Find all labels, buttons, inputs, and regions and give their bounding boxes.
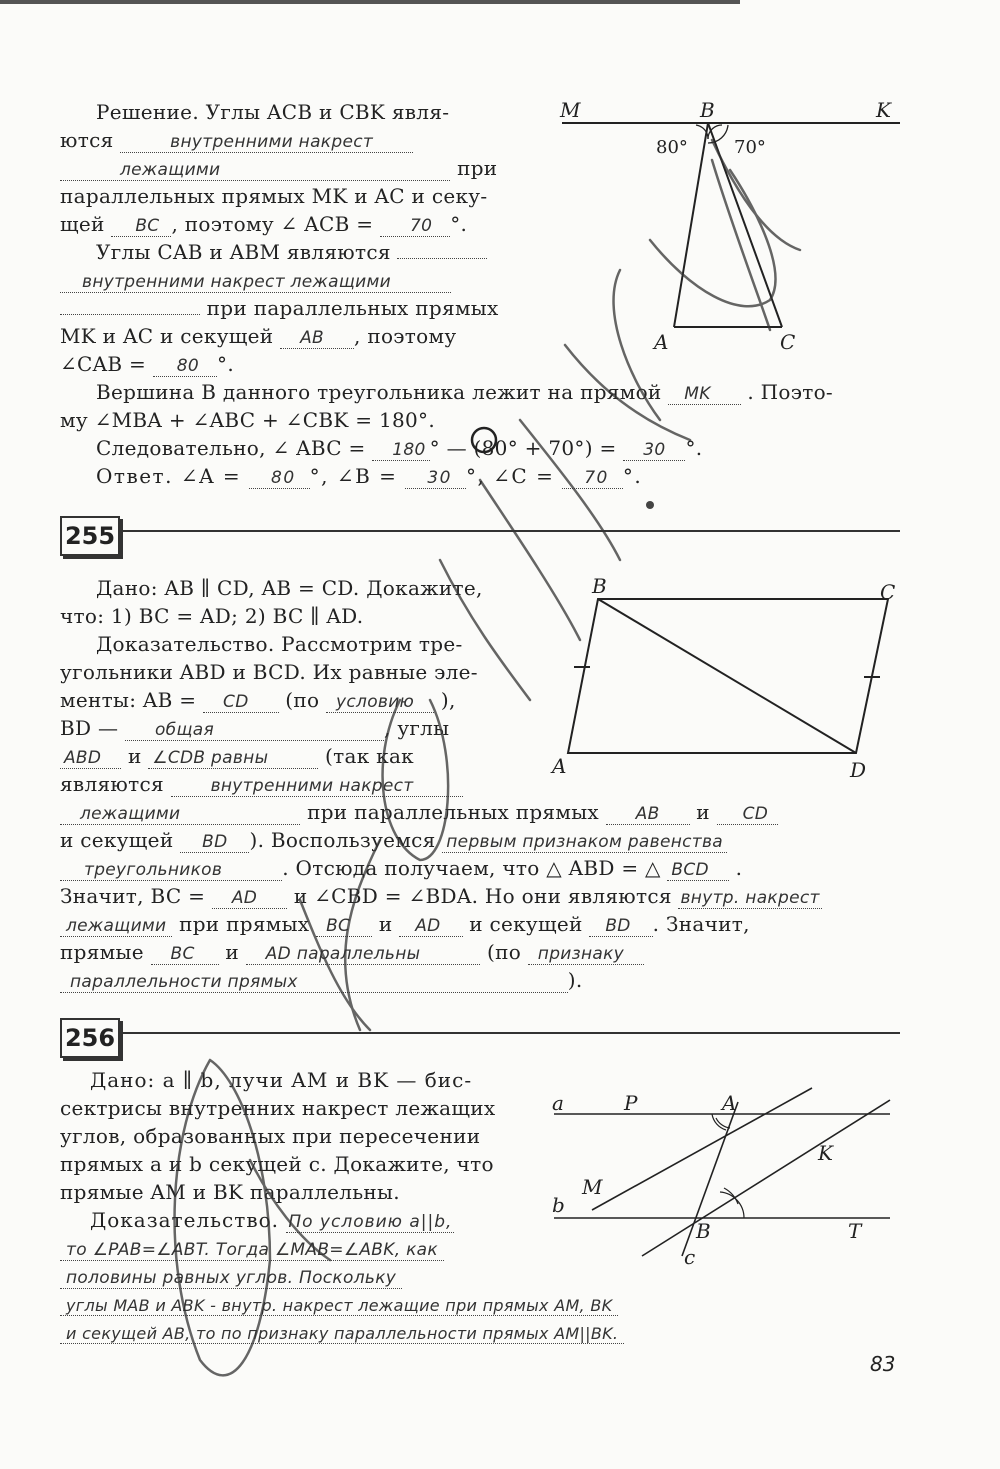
sol-line-3: лежащими при [60, 154, 497, 184]
t255-line-9: лежащими при параллельных прямых AB и CD [60, 798, 778, 828]
sol-line-5: щей BC , поэтому ∠ ACB = 70 °. [60, 212, 468, 236]
parallelogram-figure [550, 575, 910, 785]
t255-line-1: Дано: AB ∥ CD, AB = CD. Докажите, [96, 576, 483, 600]
angle-80: 80° [656, 137, 688, 158]
t256-line-1: Дано: a ∥ b, лучи AM и BK — бис- [90, 1068, 473, 1092]
label-c: c [684, 1245, 696, 1269]
sol-line-10: ∠CAB = 80 °. [60, 352, 234, 376]
task-number-255: 255 [60, 516, 120, 556]
sol-line-9: MK и AC и секущей AB , поэтому [60, 324, 457, 348]
t255-line-5: менты: AB = CD (по условию ), [60, 688, 456, 712]
t255-line-10: и секущей BD ). Воспользуемся первым признаком равенства [60, 826, 727, 856]
t256-line-3: углов, образованных при пересечении [60, 1124, 481, 1148]
sol-line-6: Углы CAB и ABM являются [60, 238, 487, 266]
t256-line-2: сектрисы внутренних накрест лежащих [60, 1096, 496, 1120]
label-D: D [850, 758, 867, 782]
t256-line-10: и секущей AB, то по признаку параллельности прямых AM||BK. [60, 1318, 624, 1348]
parallel-lines-figure [548, 1080, 898, 1270]
label-B: B [592, 575, 607, 598]
t255-line-3: Доказательство. Рассмотрим тре- [96, 632, 463, 656]
label-M: M [560, 98, 581, 122]
t256-line-7: то ∠PAB=∠ABT. Тогда ∠MAB=∠ABK, как [60, 1234, 444, 1264]
sol-line-13: Следовательно, ∠ ABC = 180 ° — (80° + 70°) = 30 °. [96, 436, 703, 460]
triangle-figure [550, 95, 910, 360]
label-P: P [624, 1091, 638, 1115]
label-K: K [818, 1141, 833, 1165]
label-K: K [876, 98, 891, 122]
t255-line-15: параллельности прямых ). [60, 966, 583, 996]
t256-line-8: половины равных углов. Поскольку [60, 1262, 402, 1292]
t255-line-7: ABD и ∠CDB равны (так как [60, 742, 414, 772]
label-b: b [552, 1193, 565, 1217]
t256-line-6: Доказательство. По условию a||b, [90, 1208, 453, 1232]
sol-line-1: Решение. Углы ACB и CBK явля- [96, 100, 450, 124]
t256-line-4: прямых a и b секущей c. Докажите, что [60, 1152, 494, 1176]
sol-line-7: внутренними накрест лежащими [60, 266, 451, 296]
t255-line-8: являются внутренними накрест [60, 770, 463, 800]
sol-line-2: ются внутренними накрест [60, 126, 413, 156]
answer-line: Ответ. ∠A = 80 °, ∠B = 30 °, ∠C = 70 °. [96, 464, 643, 488]
sol-line-8: при параллельных прямых [60, 294, 499, 322]
task-256-rule [120, 1032, 900, 1034]
label-a: a [552, 1091, 564, 1115]
sol-line-11: Вершина B данного треугольника лежит на прямой MK . Поэто- [96, 380, 833, 404]
label-C: C [780, 330, 796, 354]
label-M: M [582, 1175, 603, 1199]
label-B: B [696, 1219, 711, 1243]
top-rule [0, 0, 740, 4]
t255-line-4: угольники ABD и BCD. Их равные эле- [60, 660, 478, 684]
t255-line-11: треугольников . Отсюда получаем, что △ ABD = △ BCD . [60, 854, 742, 884]
label-A: A [552, 754, 567, 778]
label-C: C [880, 580, 896, 604]
t255-line-2: что: 1) BC = AD; 2) BC ∥ AD. [60, 604, 364, 628]
t255-line-12: Значит, BC = AD и ∠CBD = ∠BDA. Но они являются внутр. накрест [60, 884, 820, 908]
label-B: B [700, 98, 715, 122]
task-255-rule [120, 530, 900, 532]
label-T: T [848, 1219, 862, 1243]
sol-line-12: му ∠MBA + ∠ABC + ∠CBK = 180°. [60, 408, 435, 432]
label-A: A [722, 1091, 737, 1115]
task-number-256: 256 [60, 1018, 120, 1058]
sol-line-4: параллельных прямых MK и AC и секу- [60, 184, 488, 208]
page-number: 83 [870, 1352, 896, 1376]
t256-line-9: углы MAB и ABK - внутр. накрест лежащие при прямых AM, BK [60, 1290, 618, 1320]
t255-line-14: прямые BC и AD параллельны (по признаку [60, 938, 644, 968]
t255-line-6: BD — общая , углы [60, 716, 450, 740]
angle-70: 70° [734, 137, 766, 158]
t256-line-5: прямые AM и BK параллельны. [60, 1180, 400, 1204]
t255-line-13: лежащими при прямых BC и AD и секущей BD . Значит, [60, 910, 750, 940]
label-A: A [654, 330, 669, 354]
